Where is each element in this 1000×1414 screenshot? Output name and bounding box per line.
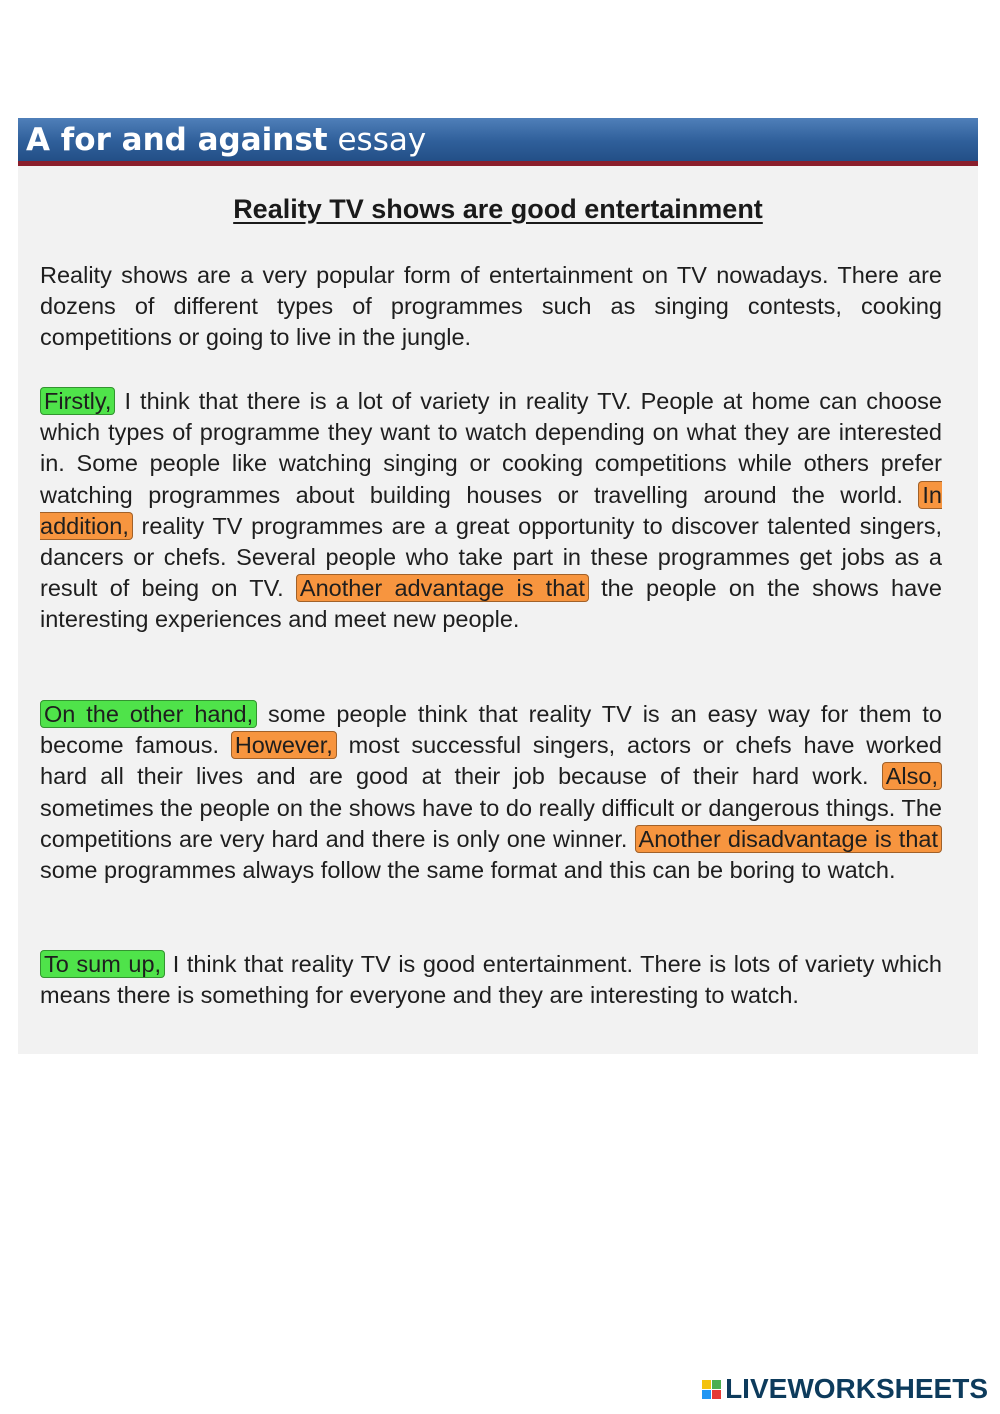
transition-phrase-orange: Another advantage is that [296,574,589,602]
transition-phrase-green: To sum up, [40,950,165,978]
logo-square [712,1390,721,1399]
essay-text: sometimes the people on the shows have to do really difficult or dangerous things. The competitions are very hard and there is only one winner. [40,794,942,852]
essay-paragraph [40,260,942,354]
transition-phrase-orange: Another disadvantage is that [635,825,942,853]
essay-paragraph [40,699,942,886]
essay-text: some programmes always follow the same format and this can be boring to watch. [40,857,896,884]
transition-phrase-green: On the other hand, [40,700,257,728]
essay-paragraph [40,386,942,636]
essay-text: the people on the shows have interesting experiences and meet new people. [40,575,942,633]
liveworksheets-brand [702,1375,988,1403]
essay-text: most successful singers, actors or chefs have worked hard all their lives and are good at their job because of their hard work. [40,732,942,790]
banner-title-light: essay [337,122,427,158]
essay-text: I think that there is a lot of variety in reality TV. People at home can choose which types of programme they want to watch depending on what they are interested in. Some people like watching singing or cooking competitions while others prefer watching programmes about building houses or travelling around the world. [40,388,942,508]
logo-square [702,1390,711,1399]
logo-square [712,1380,721,1389]
brand-text: LIVEWORKSHEETS [725,1373,988,1404]
transition-phrase-orange: However, [231,731,337,759]
liveworksheets-logo-icon [702,1380,721,1399]
essay-slide [18,118,978,1054]
essay-text: reality TV programmes are a great opportunity to discover talented singers, dancers or chefs. Several people who take part in these programmes get jobs as a result of being on TV. [40,512,942,602]
transition-phrase-orange: Also, [882,762,942,790]
essay-title: Reality TV shows are good entertainment [233,194,763,224]
essay-text: I think that reality TV is good entertainment. There is lots of variety which means there is something for everyone and they are interesting to watch. [40,951,943,1009]
essay-text: Reality shows are a very popular form of entertainment on TV nowadays. There are dozens of different types of programmes such as singing contests, cooking competitions or going to live in the jungle. [40,262,942,351]
slide-banner [18,118,978,166]
logo-square [702,1380,711,1389]
essay-paragraph [40,949,942,1011]
banner-title-bold: A for and against [26,122,328,158]
transition-phrase-green: Firstly, [40,387,115,415]
essay-text: some people think that reality TV is an easy way for them to become famous. [40,701,942,759]
transition-phrase-orange: In addition, [40,481,942,539]
